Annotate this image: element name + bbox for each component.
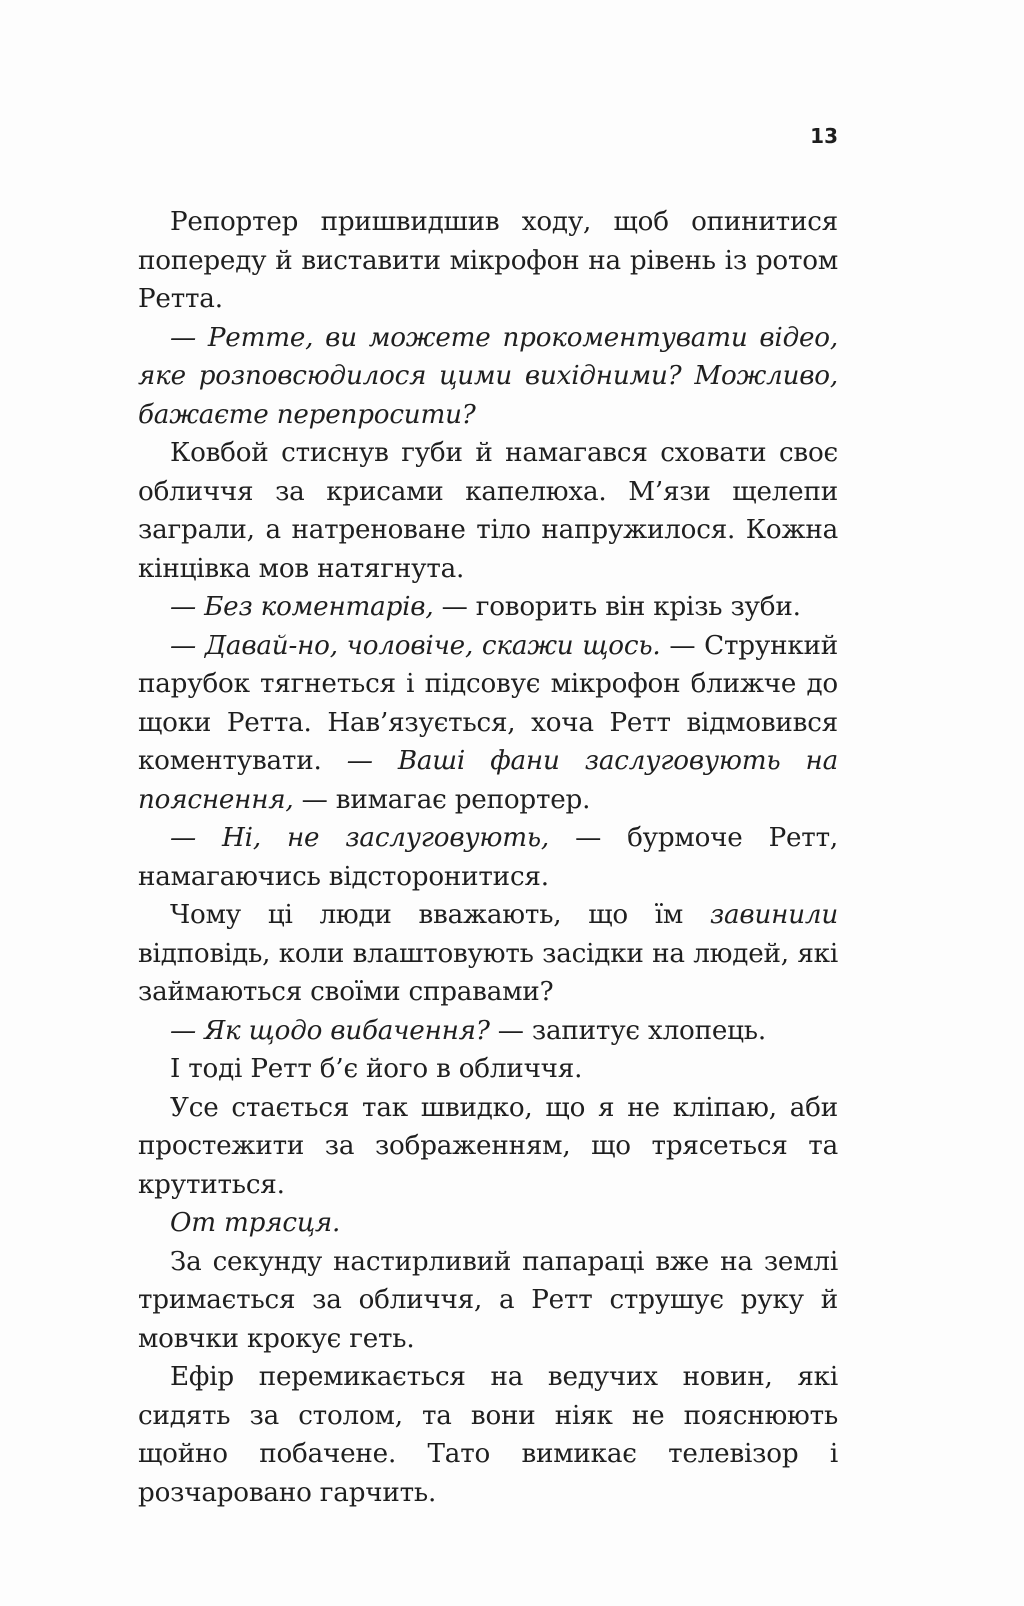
text-run: Ковбой стиснув губи й намагався сховати своє обличчя за крисами капелюха. М’язи щелепи заграли, а натреноване тіло напружилося. Кожна кінцівка мов натягнута. [138, 438, 838, 584]
paragraph [138, 319, 838, 435]
text-run: Ефір перемикається на ведучих новин, які сидять за столом, та вони ніяк не пояснюють щойно побачене. Тато вимикає телевізор і розчаровано гарчить. [138, 1362, 838, 1508]
paragraph [138, 434, 838, 588]
italic-text: завинили [709, 900, 838, 930]
paragraph [138, 1358, 838, 1512]
paragraph [138, 1204, 838, 1243]
italic-text: — Як щодо вибачення? [170, 1015, 490, 1046]
text-run: Репортер пришвидшив ходу, щоб опинитися попереду й виставити мікрофон на рівень із ротом Ретта. [138, 207, 838, 314]
text-run: За секунду настирливий папараці вже на землі тримається за обличчя, а Ретт струшує руку й мовчки крокує геть. [138, 1246, 838, 1354]
text-run: — бурмоче Ретт, намагаючись відсторонитися. [138, 823, 839, 892]
text-run: Усе стається так швидко, що я не кліпаю, аби простежити за зображенням, що трясеться та крутиться. [138, 1092, 838, 1200]
paragraph [138, 1050, 838, 1089]
text-run: — говорить він крізь зуби. [433, 592, 801, 622]
text-run: Чому ці люди вважають, що їм [170, 900, 710, 930]
paragraph [138, 203, 838, 319]
body-text [138, 203, 838, 1512]
text-run: відповідь, коли влаштовують засідки на людей, які займаються своїми справами? [138, 938, 838, 1007]
text-run: — Стрункий парубок тягнеться і підсовує мікрофон ближче до щоки Ретта. Нав’язується, хоча Ретт відмовився коментувати. [138, 630, 839, 776]
paragraph [138, 627, 838, 820]
paragraph [138, 819, 838, 896]
text-run: — вимагає репортер. [293, 784, 591, 815]
italic-text: — Ваші фани заслуговують на пояснення, [138, 746, 838, 815]
italic-text: От трясця. [170, 1208, 341, 1238]
italic-text: — Ні, не заслуговують, [170, 823, 550, 853]
italic-text: — Без коментарів, [170, 592, 434, 622]
paragraph [138, 896, 838, 1012]
paragraph [138, 1243, 838, 1359]
text-run: — запитує хлопець. [489, 1015, 766, 1046]
paragraph [138, 1089, 838, 1205]
paragraph [138, 1012, 838, 1051]
italic-text: — Давай-но, чоловіче, скажи щось. [170, 630, 661, 661]
paragraph [138, 588, 838, 627]
page-number: 13 [810, 124, 838, 148]
text-run: І тоді Ретт б’є його в обличчя. [170, 1054, 583, 1084]
italic-text: — Ретте, ви можете прокоментувати відео, яке розповсюдилося цими вихідними? Можливо, бажаєте перепросити? [138, 322, 838, 430]
